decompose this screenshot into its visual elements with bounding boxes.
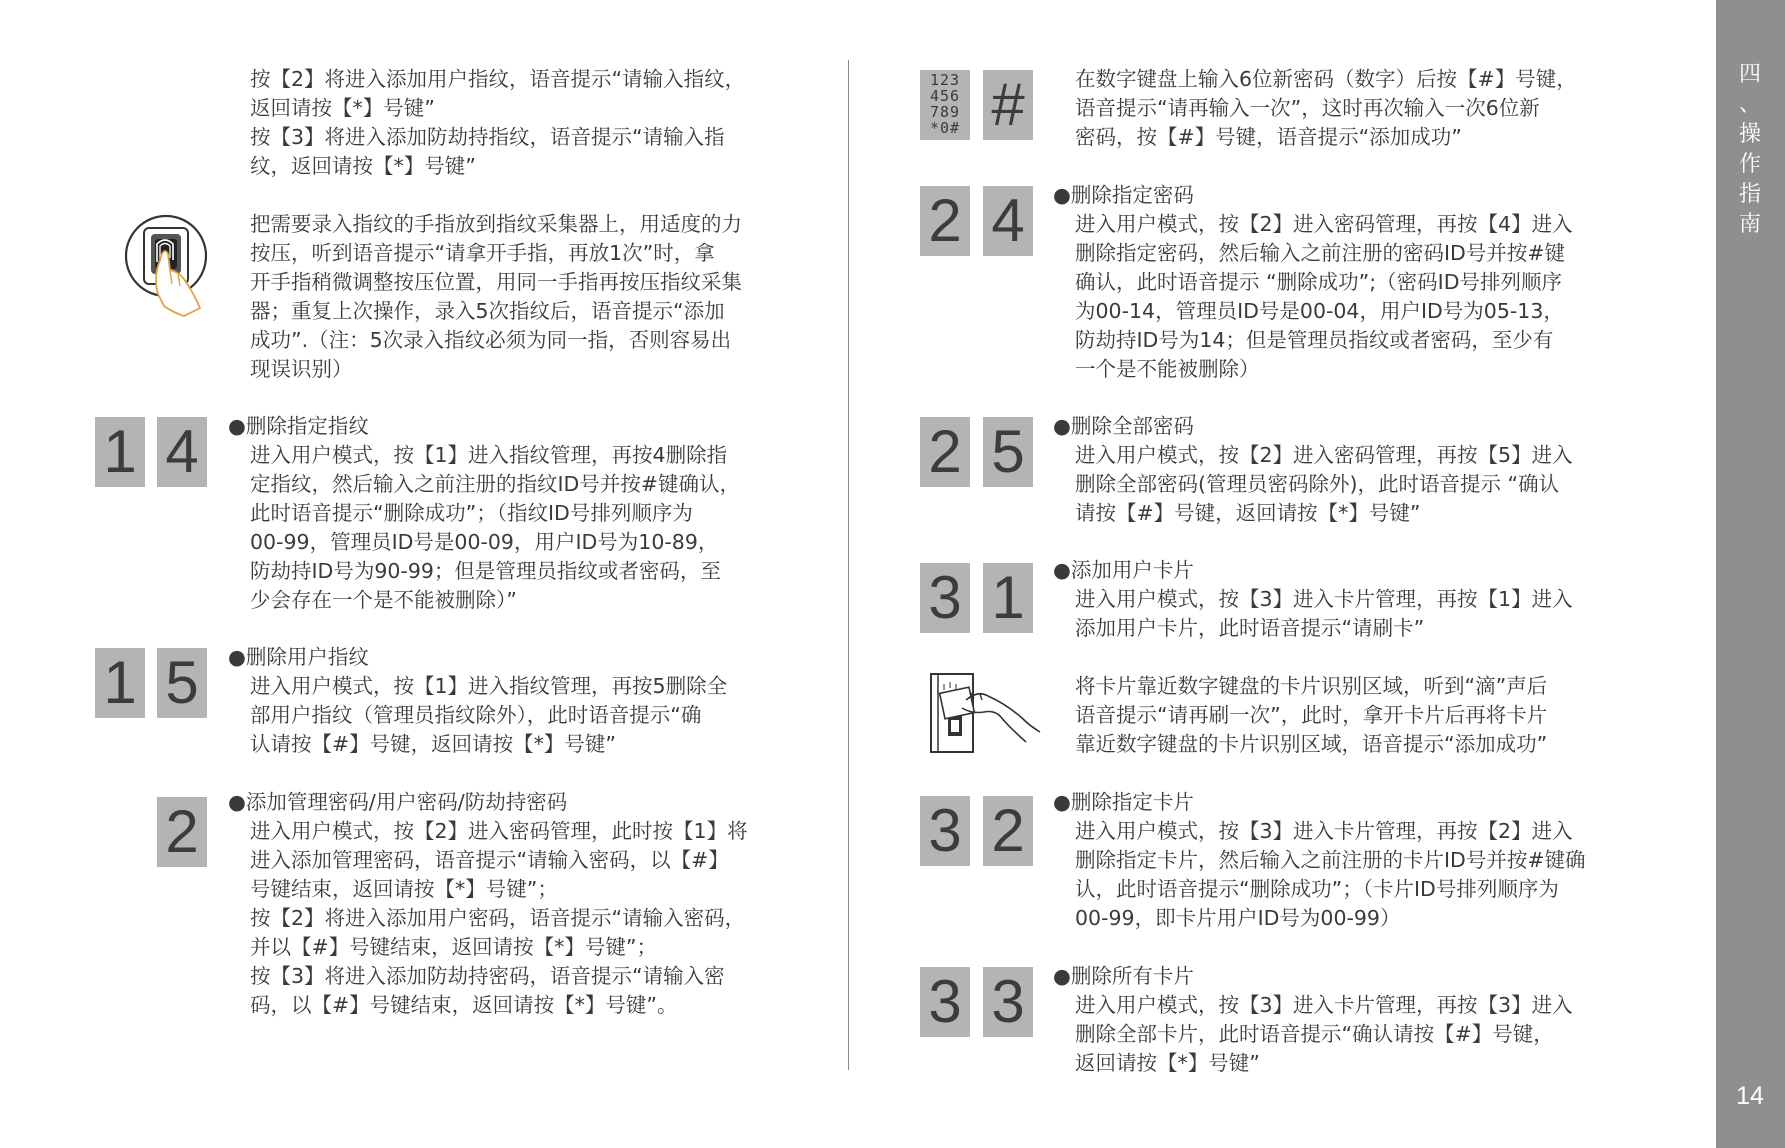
- key-2: 2: [920, 417, 970, 487]
- chapter-title-char: 四: [1738, 62, 1761, 87]
- key-1: 1: [95, 417, 145, 487]
- text-line: 00-99，即卡片用户ID号为00-99）: [1075, 906, 1401, 930]
- page-number: 14: [1736, 1082, 1764, 1110]
- text-line: 按压，听到语音提示“请拿开手指，再放1次”时，拿: [250, 241, 715, 265]
- text-line: 确认，此时语音提示 “删除成功”;（密码ID号排列顺序: [1075, 270, 1562, 294]
- key-1: 1: [95, 648, 145, 718]
- text-line: 定指纹，然后输入之前注册的指纹ID号并按#键确认，: [250, 472, 741, 496]
- text-line: 00-99，管理员ID号是00-09，用户ID号为10-89，: [250, 530, 719, 554]
- keypad-row: *0#: [929, 119, 961, 137]
- text-line: 进入用户模式，按【3】进入卡片管理，再按【3】进入: [1075, 993, 1573, 1017]
- text-line: 为00-14，管理员ID号是00-04，用户ID号为05-13，: [1075, 299, 1564, 323]
- card-reader-icon: [926, 670, 1044, 754]
- key-2: 2: [920, 186, 970, 256]
- text-line: 按【3】将进入添加防劫持指纹，语音提示“请输入指: [250, 125, 725, 149]
- text-line: 进入用户模式，按【3】进入卡片管理，再按【1】进入: [1075, 587, 1573, 611]
- key-3: 3: [920, 563, 970, 633]
- section-heading: ●删除指定卡片: [1053, 790, 1194, 814]
- text-line: 开手指稍微调整按压位置，用同一手指再按压指纹采集: [250, 270, 742, 294]
- section-heading: ●添加用户卡片: [1053, 558, 1194, 582]
- text-line: 返回请按【*】号键”: [250, 96, 435, 120]
- text-line: 防劫持ID号为90-99；但是管理员指纹或者密码，至: [250, 559, 721, 583]
- text-line: 号键结束，返回请按【*】号键”；: [250, 877, 558, 901]
- chapter-title: [1735, 60, 1765, 240]
- text-line: 返回请按【*】号键”: [1075, 1051, 1260, 1075]
- text-line: 进入添加管理密码，语音提示“请输入密码，以【#】: [250, 848, 729, 872]
- chapter-title-char: 指: [1738, 182, 1761, 207]
- text-line: 删除指定卡片，然后输入之前注册的卡片ID号并按#键确: [1075, 848, 1586, 872]
- keypad-row: 456: [929, 87, 961, 105]
- key-2: 2: [983, 796, 1033, 866]
- keypad-icon: [920, 70, 970, 140]
- key-1: 1: [983, 563, 1033, 633]
- text-line: 进入用户模式，按【2】进入密码管理，此时按【1】将: [250, 819, 748, 843]
- chapter-title-char: 、: [1738, 92, 1761, 117]
- section-heading: ●删除用户指纹: [228, 645, 369, 669]
- section-heading: ●删除所有卡片: [1053, 964, 1194, 988]
- text-line: 进入用户模式，按【1】进入指纹管理，再按5删除全: [250, 674, 728, 698]
- text-line: 把需要录入指纹的手指放到指纹采集器上，用适度的力: [250, 212, 742, 236]
- chapter-title-char: 操: [1738, 122, 1761, 147]
- text-line: 认请按【#】号键，返回请按【*】号键”: [250, 732, 617, 756]
- text-line: 防劫持ID号为14；但是管理员指纹或者密码，至少有: [1075, 328, 1554, 352]
- text-line: 部用户指纹（管理员指纹除外），此时语音提示“确: [250, 703, 702, 727]
- text-line: 此时语音提示“删除成功”；（指纹ID号排列顺序为: [250, 501, 693, 525]
- fingerprint-scanner-icon: [124, 214, 216, 318]
- text-line: 请按【#】号键，返回请按【*】号键”: [1075, 501, 1421, 525]
- text-line: 语音提示“请再输入一次”，这时再次输入一次6位新: [1075, 96, 1540, 120]
- column-divider: [848, 60, 849, 1070]
- text-line: 密码，按【#】号键，语音提示“添加成功”: [1075, 125, 1462, 149]
- text-line: 按【3】将进入添加防劫持密码，语音提示“请输入密: [250, 964, 725, 988]
- section-heading: ●删除指定密码: [1053, 183, 1194, 207]
- text-line: 将卡片靠近数字键盘的卡片识别区域，听到“滴”声后: [1075, 674, 1548, 698]
- text-line: 进入用户模式，按【3】进入卡片管理，再按【2】进入: [1075, 819, 1573, 843]
- text-line: 一个是不能被删除）: [1075, 357, 1260, 381]
- text-line: 成功”.（注：5次录入指纹必须为同一指，否则容易出: [250, 328, 732, 352]
- text-line: 认，此时语音提示“删除成功”；（卡片ID号排列顺序为: [1075, 877, 1559, 901]
- text-line: 进入用户模式，按【2】进入密码管理，再按【5】进入: [1075, 443, 1573, 467]
- text-line: 进入用户模式，按【2】进入密码管理，再按【4】进入: [1075, 212, 1573, 236]
- text-line: 按【2】将进入添加用户指纹，语音提示“请输入指纹，: [250, 67, 746, 91]
- text-line: 语音提示“请再刷一次”，此时，拿开卡片后再将卡片: [1075, 703, 1548, 727]
- chapter-title-char: 作: [1738, 152, 1761, 177]
- section-heading: ●删除指定指纹: [228, 414, 369, 438]
- text-line: 现误识别）: [250, 357, 353, 381]
- key-4: 4: [157, 417, 207, 487]
- key-3: 3: [920, 796, 970, 866]
- text-line: 器；重复上次操作，录入5次指纹后，语音提示“添加: [250, 299, 725, 323]
- text-line: 删除全部密码(管理员密码除外)，此时语音提示 “确认: [1075, 472, 1560, 496]
- text-line: 纹，返回请按【*】号键”: [250, 154, 476, 178]
- key-2: 2: [157, 797, 207, 867]
- text-line: 在数字键盘上输入6位新密码（数字）后按【#】号键，: [1075, 67, 1577, 91]
- text-line: 靠近数字键盘的卡片识别区域，语音提示“添加成功”: [1075, 732, 1548, 756]
- key-4: 4: [983, 186, 1033, 256]
- key-5: 5: [983, 417, 1033, 487]
- text-line: 删除指定密码，然后输入之前注册的密码ID号并按#键: [1075, 241, 1566, 265]
- text-line: 少会存在一个是不能被删除）”: [250, 588, 517, 612]
- chapter-title-char: 南: [1738, 212, 1761, 237]
- keypad-row: 789: [929, 103, 961, 121]
- keypad-row: 123: [929, 71, 961, 89]
- key-3: 3: [983, 967, 1033, 1037]
- text-line: 并以【#】号键结束，返回请按【*】号键”；: [250, 935, 658, 959]
- text-line: 码，以【#】号键结束，返回请按【*】号键”。: [250, 993, 678, 1017]
- hash-key: #: [983, 70, 1033, 140]
- text-line: 删除全部卡片，此时语音提示“确认请按【#】号键，: [1075, 1022, 1554, 1046]
- text-line: 添加用户卡片，此时语音提示“请刷卡”: [1075, 616, 1425, 640]
- key-3: 3: [920, 967, 970, 1037]
- section-heading: ●删除全部密码: [1053, 414, 1194, 438]
- section-heading: ●添加管理密码/用户密码/防劫持密码: [228, 790, 568, 814]
- key-5: 5: [157, 648, 207, 718]
- text-line: 进入用户模式，按【1】进入指纹管理，再按4删除指: [250, 443, 728, 467]
- text-line: 按【2】将进入添加用户密码，语音提示“请输入密码，: [250, 906, 746, 930]
